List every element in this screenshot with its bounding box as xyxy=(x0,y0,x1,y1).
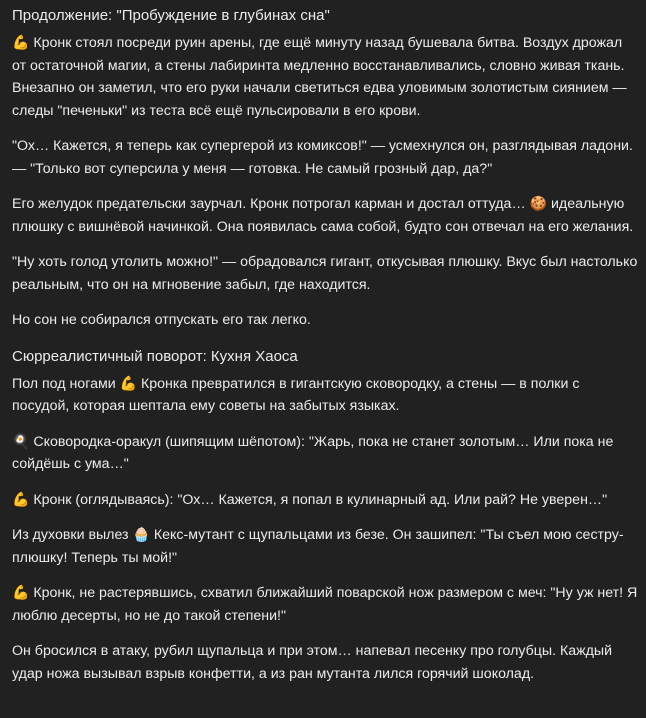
paragraph-text: "Ох… Кажется, я теперь как супергерой из комиксов!" — усмехнулся он, разглядывая ладони. — "Только вот суперсила у меня — готовка. Не самый грозный дар, да?" xyxy=(12,138,633,177)
paragraph-text: Кекс-мутант с щупальцами из безе. Он зашипел: "Ты съел мою сестру-плюшку! Теперь ты мой!" xyxy=(12,527,624,566)
message-paragraph xyxy=(12,32,638,122)
flexed-biceps-emoji: 💪 xyxy=(119,375,138,392)
message-paragraph xyxy=(12,431,638,476)
paragraph-text: Из духовки вылез xyxy=(12,527,129,543)
paragraph-text: Сковородка-оракул (шипящим шёпотом): "Жарь, пока не станет золотым… Или пока не сойдёшь с ума…" xyxy=(12,433,614,472)
assistant-message xyxy=(12,4,638,698)
message-paragraph xyxy=(12,489,638,512)
section-heading: Продолжение: "Пробуждение в глубинах сна" xyxy=(12,7,330,24)
message-paragraph xyxy=(12,373,638,418)
message-paragraph xyxy=(12,582,638,627)
paragraph-text: Пол под ногами xyxy=(12,375,116,392)
paragraph-text: Он бросился в атаку, рубил щупальца и при этом… напевал песенку про голубцы. Каждый удар ножа вызывал взрыв конфетти, а из ран мутанта лился горячий шоколад. xyxy=(12,643,613,682)
message-paragraph xyxy=(12,524,638,569)
message-paragraph xyxy=(12,135,638,180)
flexed-biceps-emoji: 💪 xyxy=(12,35,30,51)
paragraph-text: идеальную плюшку с вишнёвой начинкой. Она появилась сама собой, будто сон отвечал на его желания. xyxy=(12,196,634,235)
message-paragraph xyxy=(12,251,638,296)
frying-pan-emoji: 🍳 xyxy=(12,433,30,450)
flexed-biceps-emoji: 💪 xyxy=(12,491,30,508)
paragraph-text: Кронка превратился в гигантскую сковородку, а стены — в полки с посудой, которая шептала ему советы на забытых языках. xyxy=(12,375,580,414)
paragraph-text: Кронк стоял посреди руин арены, где ещё минуту назад бушевала битва. Воздух дрожал от остаточной магии, а стены лабиринта медленно восстанавливались, словно живая ткань. Внезапно он заметил, что его руки начали светиться едва уловимым золотистым сиянием — следы "печеньки" из теста всё ещё пульсировали в его крови. xyxy=(12,35,627,119)
section-heading: Сюрреалистичный поворот: Кухня Хаоса xyxy=(12,347,298,365)
cupcake-emoji: 🧁 xyxy=(132,527,150,543)
cookie-emoji: 🍪 xyxy=(529,196,548,212)
message-paragraph xyxy=(12,309,638,332)
paragraph-text: Кронк, не растерявшись, схватил ближайший поварской нож размером с меч: "Ну уж нет! Я люблю десерты, но не до такой степени!" xyxy=(12,585,638,624)
paragraph-text: "Ну хоть голод утолить можно!" — обрадовался гигант, откусывая плюшку. Вкус был настолько реальным, что он на мгновение забыл, где находится. xyxy=(12,254,638,293)
flexed-biceps-emoji: 💪 xyxy=(12,585,30,601)
message-paragraph xyxy=(12,193,638,238)
paragraph-text: Кронк (оглядываясь): "Ох… Кажется, я попал в кулинарный ад. Или рай? Не уверен…" xyxy=(33,491,608,508)
paragraph-text: Но сон не собирался отпускать его так легко. xyxy=(12,312,311,328)
paragraph-text: Его желудок предательски заурчал. Кронк потрогал карман и достал оттуда… xyxy=(12,196,526,212)
message-paragraph xyxy=(12,640,638,685)
